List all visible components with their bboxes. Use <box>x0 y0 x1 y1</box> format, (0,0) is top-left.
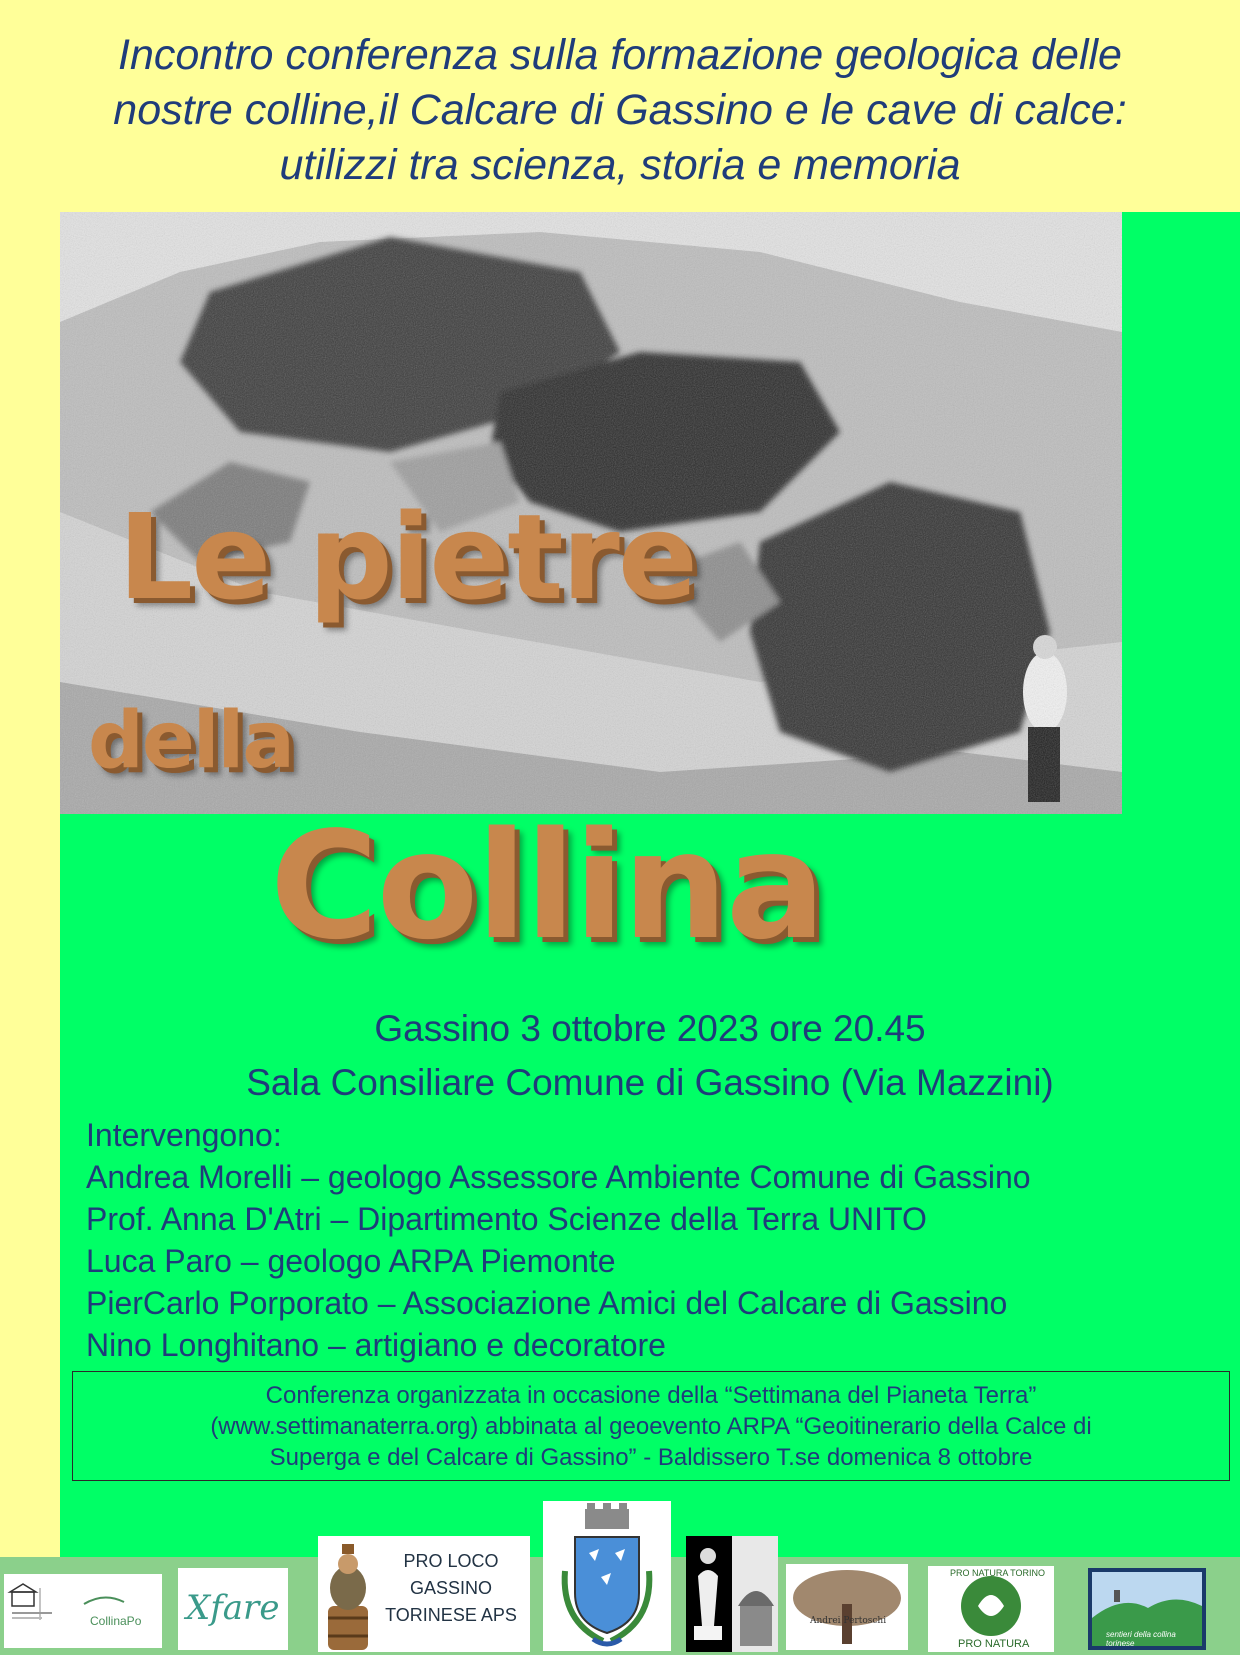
note-line-3: Superga e del Calcare di Gassino” - Baldissero T.se domenica 8 ottobre <box>269 1444 1033 1471</box>
note-line-1: Conferenza organizzata in occasione della “Settimana del Pianeta Terra” <box>265 1382 1037 1409</box>
header-line-1: Incontro conferenza sulla formazione geologica delle <box>118 31 1122 79</box>
event-place: Sala Consiliare Comune di Gassino (Via Mazzini) <box>246 1062 1054 1103</box>
header-line-2: nostre colline,il Calcare di Gassino e le cave di calce: <box>113 86 1127 134</box>
speaker-item: Nino Longhitano – artigiano e decoratore <box>86 1327 666 1363</box>
basilica-dome-icon <box>686 1536 778 1652</box>
xfare-label: Xfare <box>186 1588 280 1628</box>
title-word-le-pietre: Le pietre <box>118 488 696 626</box>
note-line-2: (www.settimanaterra.org) abbinata al geoevento ARPA “Geoitinerario della Calce di <box>210 1413 1092 1440</box>
title-word-collina: Collina <box>270 800 824 972</box>
speaker-item: Luca Paro – geologo ARPA Piemonte <box>86 1243 616 1279</box>
barrel-mascot-icon <box>318 1536 378 1652</box>
sentieri-logo <box>1088 1568 1206 1650</box>
proloco-logo <box>318 1536 530 1652</box>
coat-of-arms-icon <box>543 1501 671 1651</box>
page-header <box>0 28 1240 193</box>
proloco-line-3: TORINESE APS <box>385 1605 517 1625</box>
speaker-item: Andrea Morelli – geologo Assessore Ambiente Comune di Gassino <box>86 1159 1031 1195</box>
speaker-item: PierCarlo Porporato – Associazione Amici del Calcare di Gassino <box>86 1285 1008 1321</box>
sentieri-label: sentieri della collina torinese <box>1106 1630 1176 1648</box>
speakers-heading: Intervengono: <box>86 1117 282 1153</box>
gassino-coat-of-arms <box>543 1501 671 1651</box>
header-line-3: utilizzi tra scienza, storia e memoria <box>279 141 961 189</box>
speaker-item: Prof. Anna D'Atri – Dipartimento Scienze della Terra UNITO <box>86 1201 927 1237</box>
pronatura-top-label: PRO NATURA TORINO <box>950 1568 1046 1578</box>
collina-po-logo <box>4 1574 162 1648</box>
collina-po-label: CollinaPo <box>90 1614 142 1628</box>
pertoschi-logo <box>786 1564 908 1650</box>
proloco-line-2: GASSINO <box>409 1578 493 1598</box>
pertoschi-label: Andrei Pertoschi <box>810 1616 887 1626</box>
title-word-della: della <box>88 696 293 786</box>
speakers-list <box>86 1114 1031 1366</box>
proloco-text <box>376 1548 526 1629</box>
pronatura-logo <box>928 1566 1054 1652</box>
pronatura-bottom-label: PRO NATURA <box>958 1638 1030 1650</box>
superga-logo <box>686 1536 778 1652</box>
unesco-mark-icon <box>4 1574 162 1648</box>
event-date: Gassino 3 ottobre 2023 ore 20.45 <box>374 1008 926 1049</box>
conference-note <box>72 1371 1230 1481</box>
proloco-line-1: PRO LOCO <box>403 1551 499 1571</box>
xfare-logo <box>178 1568 288 1650</box>
oak-tree-icon <box>786 1564 908 1650</box>
